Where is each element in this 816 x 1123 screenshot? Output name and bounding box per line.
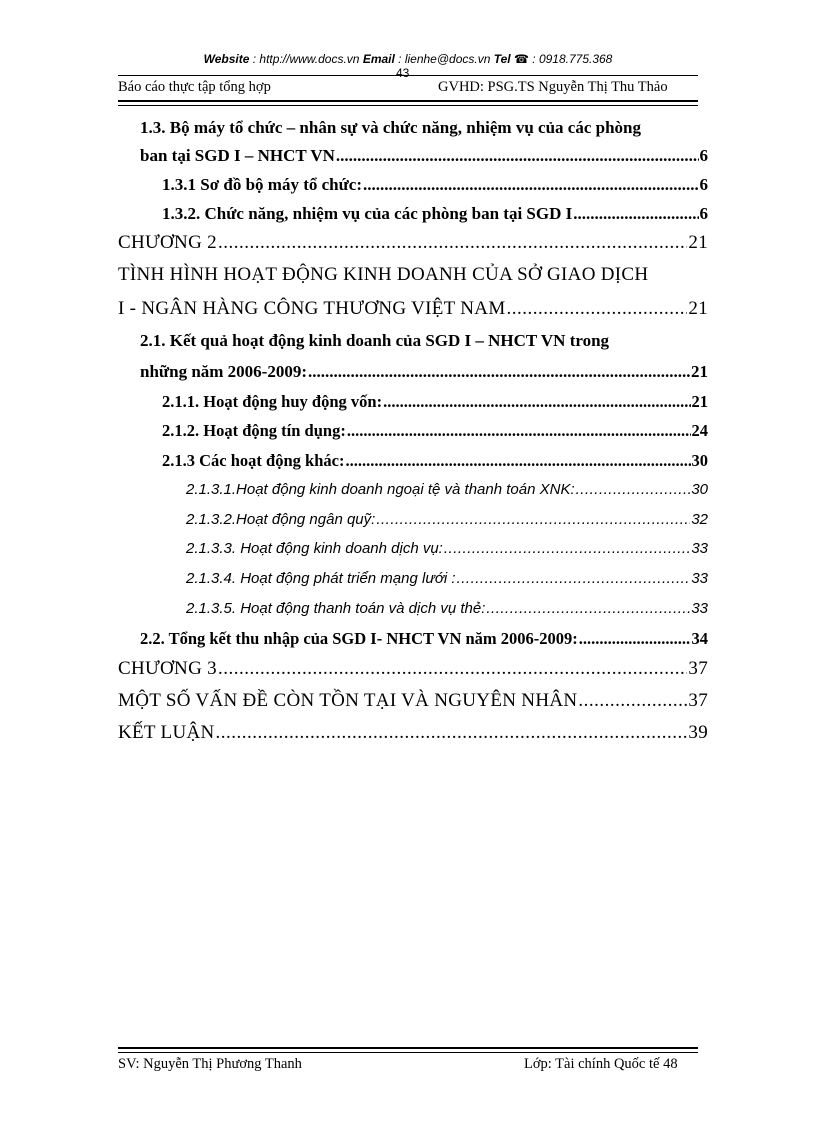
toc-page-number: 34 <box>691 629 708 648</box>
website-url[interactable]: : http://www.docs.vn <box>249 52 363 66</box>
toc-entry-title: 2.1.1. Hoạt động huy động vốn: <box>162 392 383 411</box>
toc-entry-title: ban tại SGD I – NHCT VN <box>140 146 335 165</box>
page-number: 43 <box>396 66 410 80</box>
toc-entry-title: 2.1.3.2.Hoạt động ngân quỹ: <box>186 511 376 528</box>
toc-leader <box>218 658 687 680</box>
email-label: Email <box>362 52 395 66</box>
toc-entry-chuong-2[interactable] <box>118 232 708 254</box>
toc-leader <box>578 690 687 712</box>
header-supervisor: GVHD: PSG.TS Nguyễn Thị Thu Thảo <box>438 79 668 95</box>
toc-entry-ket-luan[interactable] <box>118 722 708 744</box>
toc-page-number: 30 <box>691 481 708 498</box>
toc-entry-title: những năm 2006-2009: <box>140 362 308 381</box>
toc-page-number: 30 <box>691 451 708 470</box>
toc-entry-2-1-3-3[interactable] <box>186 540 708 557</box>
toc-leader <box>444 540 690 557</box>
toc-entry-title: 2.1.3.5. Hoạt động thanh toán và dịch vụ thẻ: <box>186 600 486 617</box>
toc-entry-2-1-3-2[interactable] <box>186 511 708 528</box>
toc-leader <box>336 146 699 166</box>
toc-entry-2-1-3-4[interactable] <box>186 570 708 587</box>
tel-label: Tel <box>493 52 511 66</box>
toc-leader <box>347 421 691 441</box>
toc-page-number: 6 <box>699 204 708 223</box>
toc-page-number: 21 <box>688 298 708 319</box>
toc-leader <box>376 511 690 528</box>
toc-entry-title: 2.1.3.4. Hoạt động phát triển mạng lưới : <box>186 570 456 587</box>
toc-entry-2-1-3-5[interactable] <box>186 600 708 617</box>
website-banner <box>0 52 816 66</box>
toc-entry-title: 1.3.1 Sơ đồ bộ máy tổ chức: <box>162 175 363 194</box>
header-divider-thin <box>118 75 698 76</box>
toc-entry-title: 2.1.3 Các hoạt động khác: <box>162 451 345 470</box>
email-address[interactable]: : lienhe@docs.vn <box>394 52 494 66</box>
website-label: Website <box>203 52 250 66</box>
toc-leader <box>216 722 688 744</box>
toc-entry-chapter2-title-line1[interactable]: TÌNH HÌNH HOẠT ĐỘNG KINH DOANH CỦA SỞ GIAO DỊCH <box>118 264 649 285</box>
toc-page-number: 33 <box>691 570 708 587</box>
toc-entry-chuong-3[interactable] <box>118 658 708 680</box>
toc-page-number: 33 <box>691 540 708 557</box>
header-report-title: Báo cáo thực tập tổng hợp <box>118 79 271 95</box>
toc-entry-2-1-2[interactable] <box>162 421 708 441</box>
toc-leader <box>345 451 690 471</box>
toc-page-number: 21 <box>691 362 708 381</box>
toc-leader <box>363 175 698 195</box>
phone-icon: ☎ <box>513 52 529 66</box>
toc-page-number: 37 <box>688 690 708 711</box>
toc-entry-2-1-line1[interactable]: 2.1. Kết quả hoạt động kinh doanh của SGD I – NHCT VN trong <box>140 331 610 350</box>
toc-entry-2-2[interactable] <box>140 629 708 649</box>
header-divider <box>118 100 698 106</box>
toc-entry-1-3[interactable] <box>140 146 708 166</box>
toc-entry-title: 2.1.3.3. Hoạt động kinh doanh dịch vụ: <box>186 540 443 557</box>
footer-class: Lớp: Tài chính Quốc tế 48 <box>524 1056 678 1072</box>
toc-entry-chapter3-title[interactable] <box>118 690 708 712</box>
toc-entry-title: CHƯƠNG 3 <box>118 658 217 679</box>
toc-entry-2-1[interactable] <box>140 362 708 382</box>
toc-leader <box>576 481 691 498</box>
toc-leader <box>308 362 690 382</box>
footer-student: SV: Nguyễn Thị Phương Thanh <box>118 1056 302 1072</box>
toc-entry-chapter2-title[interactable] <box>118 298 708 320</box>
tel-number: : 0918.775.368 <box>528 52 613 66</box>
toc-leader <box>579 629 691 649</box>
toc-page-number: 6 <box>699 146 708 165</box>
toc-entry-title: KẾT LUẬN <box>118 722 215 743</box>
toc-page-number: 24 <box>691 421 708 440</box>
toc-page-number: 6 <box>699 175 708 194</box>
toc-page-number: 21 <box>688 232 708 253</box>
toc-entry-title: MỘT SỐ VẤN ĐỀ CÒN TỒN TẠI VÀ NGUYÊN NHÂN <box>118 690 578 711</box>
toc-leader <box>383 392 690 412</box>
toc-entry-2-1-3-1[interactable] <box>186 481 708 498</box>
toc-entry-1-3-line1[interactable]: 1.3. Bộ máy tổ chức – nhân sự và chức năng, nhiệm vụ của các phòng <box>140 118 641 137</box>
toc-leader <box>507 298 688 320</box>
toc-page-number: 32 <box>691 511 708 528</box>
toc-entry-1-3-2[interactable] <box>162 204 708 224</box>
toc-leader <box>218 232 687 254</box>
toc-entry-title: 2.1.2. Hoạt động tín dụng: <box>162 421 346 440</box>
toc-entry-title: 1.3.2. Chức năng, nhiệm vụ của các phòng ban tại SGD I <box>162 204 573 223</box>
toc-entry-title: CHƯƠNG 2 <box>118 232 217 253</box>
toc-leader <box>457 570 691 587</box>
toc-entry-2-1-3[interactable] <box>162 451 708 471</box>
toc-page-number: 39 <box>688 722 708 743</box>
toc-page-number: 37 <box>688 658 708 679</box>
toc-entry-title: 2.2. Tổng kết thu nhập của SGD I- NHCT VN năm 2006-2009: <box>140 629 578 648</box>
toc-leader <box>573 204 698 224</box>
toc-page-number: 33 <box>691 600 708 617</box>
toc-leader <box>486 600 690 617</box>
footer-divider <box>118 1047 698 1053</box>
toc-entry-1-3-1[interactable] <box>162 175 708 195</box>
toc-entry-title: 2.1.3.1.Hoạt động kinh doanh ngoại tệ và thanh toán XNK: <box>186 481 575 498</box>
toc-entry-title: I - NGÂN HÀNG CÔNG THƯƠNG VIỆT NAM <box>118 298 506 319</box>
toc-page-number: 21 <box>691 392 708 411</box>
toc-entry-2-1-1[interactable] <box>162 392 708 412</box>
